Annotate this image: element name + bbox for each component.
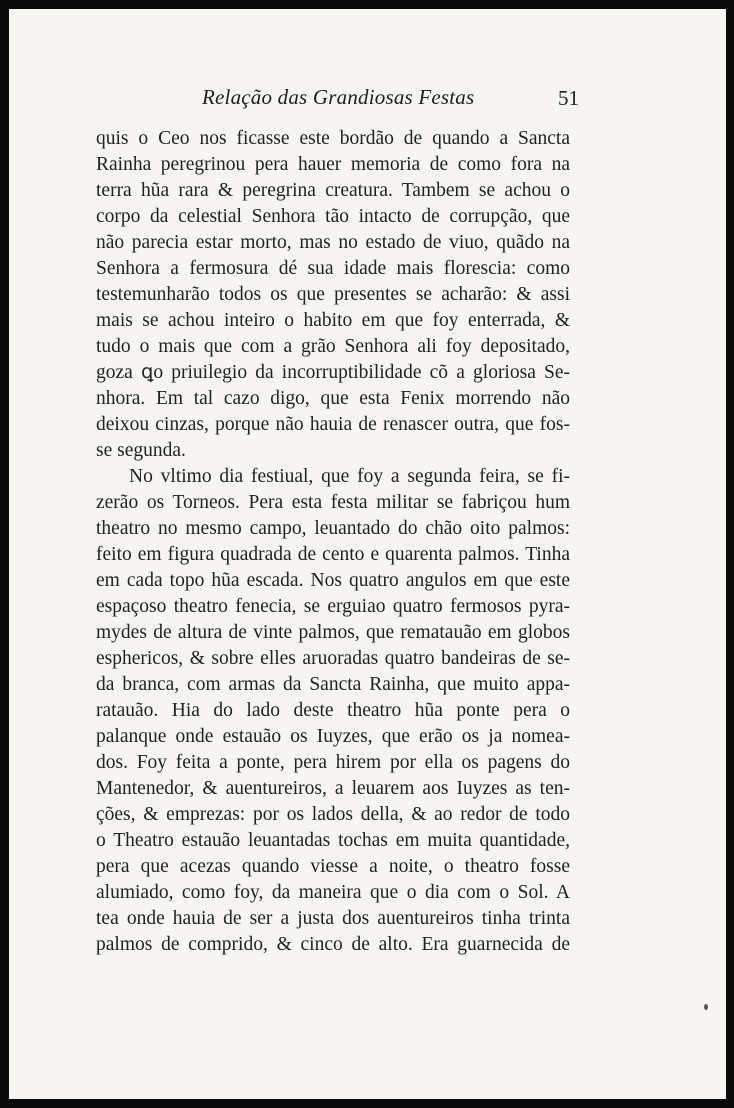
- text-line: ções, & emprezas: por os lados della, & ao redor de todo: [96, 804, 570, 825]
- text-line: da branca, com armas da Sancta Rainha, que muito appa-: [96, 674, 570, 695]
- text-line: não parecia estar morto, mas no estado de viuo, quãdo na: [96, 232, 570, 253]
- text-line: tea onde hauia de ser a justa dos auentureiros tinha trinta: [96, 908, 570, 929]
- text-line: o Theatro estauão leuantadas tochas em muita quantidade,: [96, 830, 570, 851]
- scan-speck: [704, 1004, 708, 1010]
- text-line: pera que acezas quando viesse a noite, o theatro fosse: [96, 856, 570, 877]
- text-line: mais se achou inteiro o habito em que foy enterrada, &: [96, 310, 570, 331]
- text-line: testemunharão todos os que presentes se acharão: & assi: [96, 284, 570, 305]
- page-header: [9, 85, 726, 115]
- text-line: feito em figura quadrada de cento e quarenta palmos. Tinha: [96, 544, 570, 565]
- text-line: Rainha peregrinou pera hauer memoria de como fora na: [96, 154, 570, 175]
- text-line: quis o Ceo nos ficasse este bordão de quando a Sancta: [96, 128, 570, 149]
- text-line: terra hũa rara & peregrina creatura. Tambem se achou o: [96, 180, 570, 201]
- body-text: [96, 126, 570, 958]
- text-line: deixou cinzas, porque não hauia de renascer outra, que fos-: [96, 414, 570, 435]
- text-line: palmos de comprido, & cinco de alto. Era guarnecida de: [96, 934, 570, 955]
- text-line: ratauão. Hia do lado deste theatro hũa ponte pera o: [96, 700, 570, 721]
- text-line: theatro no mesmo campo, leuantado do chão oito palmos:: [96, 518, 570, 539]
- book-page: [9, 9, 726, 1099]
- text-line: se segunda.: [96, 440, 186, 461]
- text-line: nhora. Em tal cazo digo, que esta Fenix morrendo não: [96, 388, 570, 409]
- text-line: palanque onde estauão os Iuyzes, que erão os ja nomea-: [96, 726, 570, 747]
- text-line: Senhora a fermosura dé sua idade mais florescia: como: [96, 258, 570, 279]
- text-line: tudo o mais que com a grão Senhora ali foy depositado,: [96, 336, 570, 357]
- text-line: goza ꝗo priuilegio da incorruptibilidade cõ a gloriosa Se-: [96, 362, 570, 383]
- text-line: em cada topo hũa escada. Nos quatro angulos em que este: [96, 570, 570, 591]
- text-line: alumiado, como foy, da maneira que o dia com o Sol. A: [96, 882, 570, 903]
- text-line: mydes de altura de vinte palmos, que rematauão em globos: [96, 622, 570, 643]
- running-title: Relação das Grandiosas Festas: [202, 85, 475, 109]
- text-line: espaçoso theatro fenecia, se erguiao quatro fermosos pyra-: [96, 596, 570, 617]
- text-line: zerão os Torneos. Pera esta festa militar se fabriçou hum: [96, 492, 570, 513]
- text-line: No vltimo dia festiual, que foy a segunda feira, se fi-: [129, 466, 570, 487]
- page-number: 51: [558, 86, 579, 110]
- text-line: esphericos, & sobre elles aruoradas quatro bandeiras de se-: [96, 648, 570, 669]
- text-line: Mantenedor, & auentureiros, a leuarem aos Iuyzes as ten-: [96, 778, 570, 799]
- text-line: corpo da celestial Senhora tão intacto de corrupção, que: [96, 206, 570, 227]
- text-line: dos. Foy feita a ponte, pera hirem por ella os pagens do: [96, 752, 570, 773]
